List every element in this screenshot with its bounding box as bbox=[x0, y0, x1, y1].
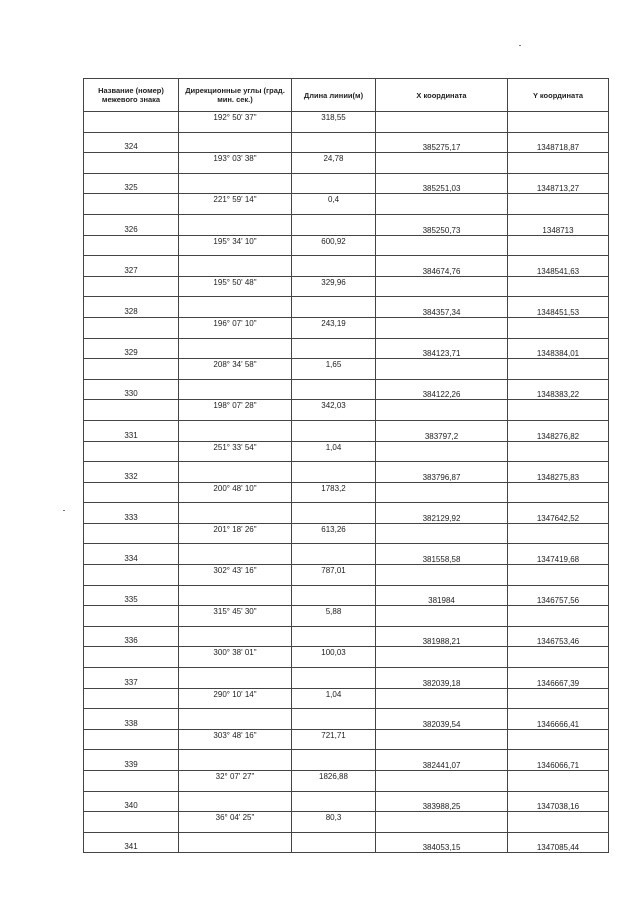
table-row bbox=[84, 317, 609, 338]
marker-name-cell: 333 bbox=[84, 503, 179, 524]
bearing-angle-cell bbox=[179, 297, 292, 318]
table-row bbox=[84, 400, 609, 421]
marker-name-cell bbox=[84, 153, 179, 174]
line-length-cell: 1826,88 bbox=[292, 771, 376, 792]
bearing-angle-cell: 193° 03' 38" bbox=[179, 153, 292, 174]
table-row bbox=[84, 812, 609, 833]
bearing-angle-cell bbox=[179, 173, 292, 194]
marker-name-cell: 332 bbox=[84, 462, 179, 483]
header-y-coordinate: Y координата bbox=[508, 79, 609, 112]
line-length-cell: 100,03 bbox=[292, 647, 376, 668]
line-length-cell bbox=[292, 626, 376, 647]
line-length-cell: 0,4 bbox=[292, 194, 376, 215]
x-coordinate-cell bbox=[376, 771, 508, 792]
y-coordinate-cell: 1348451,53 bbox=[508, 297, 609, 318]
bearing-angle-cell bbox=[179, 832, 292, 853]
table-row bbox=[84, 503, 609, 524]
x-coordinate-cell: 385250,73 bbox=[376, 214, 508, 235]
line-length-cell: 721,71 bbox=[292, 729, 376, 750]
bearing-angle-cell bbox=[179, 379, 292, 400]
marker-name-cell bbox=[84, 606, 179, 627]
table-body bbox=[84, 112, 609, 853]
marker-name-cell: 341 bbox=[84, 832, 179, 853]
x-coordinate-cell bbox=[376, 565, 508, 586]
bearing-angle-cell bbox=[179, 256, 292, 277]
line-length-cell: 329,96 bbox=[292, 276, 376, 297]
bearing-angle-cell: 32° 07' 27" bbox=[179, 771, 292, 792]
line-length-cell bbox=[292, 420, 376, 441]
line-length-cell bbox=[292, 173, 376, 194]
y-coordinate-cell bbox=[508, 771, 609, 792]
marker-name-cell bbox=[84, 112, 179, 133]
x-coordinate-cell: 385251,03 bbox=[376, 173, 508, 194]
marker-name-cell: 325 bbox=[84, 173, 179, 194]
bearing-angle-cell bbox=[179, 462, 292, 483]
y-coordinate-cell: 1348713,27 bbox=[508, 173, 609, 194]
bearing-angle-cell: 195° 34' 10" bbox=[179, 235, 292, 256]
line-length-cell bbox=[292, 214, 376, 235]
marker-name-cell bbox=[84, 276, 179, 297]
bearing-angle-cell: 290° 10' 14" bbox=[179, 688, 292, 709]
y-coordinate-cell bbox=[508, 235, 609, 256]
x-coordinate-cell: 383797,2 bbox=[376, 420, 508, 441]
y-coordinate-cell bbox=[508, 729, 609, 750]
x-coordinate-cell bbox=[376, 688, 508, 709]
x-coordinate-cell bbox=[376, 441, 508, 462]
marker-name-cell bbox=[84, 400, 179, 421]
y-coordinate-cell: 1347038,16 bbox=[508, 791, 609, 812]
table-row bbox=[84, 420, 609, 441]
y-coordinate-cell bbox=[508, 565, 609, 586]
line-length-cell bbox=[292, 379, 376, 400]
line-length-cell: 80,3 bbox=[292, 812, 376, 833]
line-length-cell: 24,78 bbox=[292, 153, 376, 174]
table-row bbox=[84, 482, 609, 503]
line-length-cell: 1,04 bbox=[292, 441, 376, 462]
marker-name-cell: 339 bbox=[84, 750, 179, 771]
line-length-cell: 243,19 bbox=[292, 317, 376, 338]
bearing-angle-cell: 200° 48' 10" bbox=[179, 482, 292, 503]
y-coordinate-cell bbox=[508, 482, 609, 503]
marker-name-cell bbox=[84, 359, 179, 380]
bearing-angle-cell: 315° 45' 30" bbox=[179, 606, 292, 627]
marker-name-cell bbox=[84, 194, 179, 215]
table-row bbox=[84, 729, 609, 750]
marker-name-cell: 329 bbox=[84, 338, 179, 359]
table-row bbox=[84, 173, 609, 194]
line-length-cell bbox=[292, 544, 376, 565]
table-row bbox=[84, 462, 609, 483]
table-row bbox=[84, 688, 609, 709]
line-length-cell bbox=[292, 709, 376, 730]
marker-name-cell: 330 bbox=[84, 379, 179, 400]
bearing-angle-cell bbox=[179, 626, 292, 647]
line-length-cell bbox=[292, 462, 376, 483]
table-row bbox=[84, 276, 609, 297]
marker-name-cell bbox=[84, 317, 179, 338]
table-row bbox=[84, 523, 609, 544]
y-coordinate-cell bbox=[508, 606, 609, 627]
bearing-angle-cell: 192° 50' 37" bbox=[179, 112, 292, 133]
x-coordinate-cell bbox=[376, 523, 508, 544]
y-coordinate-cell: 1347419,68 bbox=[508, 544, 609, 565]
marker-name-cell: 337 bbox=[84, 668, 179, 689]
line-length-cell: 318,55 bbox=[292, 112, 376, 133]
marker-name-cell: 328 bbox=[84, 297, 179, 318]
table-row bbox=[84, 338, 609, 359]
x-coordinate-cell: 381988,21 bbox=[376, 626, 508, 647]
marker-name-cell bbox=[84, 482, 179, 503]
table-row bbox=[84, 709, 609, 730]
table-row bbox=[84, 832, 609, 853]
header-x-coordinate: X координата bbox=[376, 79, 508, 112]
table-row bbox=[84, 750, 609, 771]
bearing-angle-cell bbox=[179, 668, 292, 689]
header-line-length: Длина линии(м) bbox=[292, 79, 376, 112]
marker-name-cell: 324 bbox=[84, 132, 179, 153]
table-row bbox=[84, 668, 609, 689]
x-coordinate-cell bbox=[376, 235, 508, 256]
x-coordinate-cell: 382129,92 bbox=[376, 503, 508, 524]
y-coordinate-cell: 1348275,83 bbox=[508, 462, 609, 483]
table-row bbox=[84, 132, 609, 153]
y-coordinate-cell: 1347085,44 bbox=[508, 832, 609, 853]
scan-speck bbox=[519, 45, 521, 46]
x-coordinate-cell: 383988,25 bbox=[376, 791, 508, 812]
table-row bbox=[84, 359, 609, 380]
line-length-cell: 613,26 bbox=[292, 523, 376, 544]
table-row bbox=[84, 256, 609, 277]
table-row bbox=[84, 647, 609, 668]
y-coordinate-cell: 1348276,82 bbox=[508, 420, 609, 441]
table-row bbox=[84, 194, 609, 215]
x-coordinate-cell bbox=[376, 647, 508, 668]
table-row bbox=[84, 585, 609, 606]
y-coordinate-cell bbox=[508, 523, 609, 544]
bearing-angle-cell: 201° 18' 26" bbox=[179, 523, 292, 544]
y-coordinate-cell bbox=[508, 153, 609, 174]
bearing-angle-cell: 251° 33' 54" bbox=[179, 441, 292, 462]
bearing-angle-cell: 303° 48' 16" bbox=[179, 729, 292, 750]
bearing-angle-cell: 195° 50' 48" bbox=[179, 276, 292, 297]
marker-name-cell bbox=[84, 729, 179, 750]
y-coordinate-cell: 1348383,22 bbox=[508, 379, 609, 400]
x-coordinate-cell: 384357,34 bbox=[376, 297, 508, 318]
line-length-cell: 787,01 bbox=[292, 565, 376, 586]
marker-name-cell: 326 bbox=[84, 214, 179, 235]
marker-name-cell: 335 bbox=[84, 585, 179, 606]
table-row bbox=[84, 235, 609, 256]
y-coordinate-cell: 1346757,56 bbox=[508, 585, 609, 606]
x-coordinate-cell: 384053,15 bbox=[376, 832, 508, 853]
x-coordinate-cell bbox=[376, 317, 508, 338]
marker-name-cell bbox=[84, 688, 179, 709]
table-row bbox=[84, 771, 609, 792]
bearing-angle-cell bbox=[179, 132, 292, 153]
x-coordinate-cell bbox=[376, 606, 508, 627]
line-length-cell bbox=[292, 503, 376, 524]
marker-name-cell bbox=[84, 235, 179, 256]
y-coordinate-cell bbox=[508, 441, 609, 462]
bearing-angle-cell bbox=[179, 585, 292, 606]
line-length-cell: 1,65 bbox=[292, 359, 376, 380]
bearing-angle-cell: 196° 07' 10" bbox=[179, 317, 292, 338]
y-coordinate-cell bbox=[508, 359, 609, 380]
table-row bbox=[84, 606, 609, 627]
y-coordinate-cell bbox=[508, 647, 609, 668]
x-coordinate-cell bbox=[376, 729, 508, 750]
x-coordinate-cell bbox=[376, 194, 508, 215]
x-coordinate-cell bbox=[376, 359, 508, 380]
header-marker-name: Название (номер) межевого знака bbox=[84, 79, 179, 112]
x-coordinate-cell: 381558,58 bbox=[376, 544, 508, 565]
table-row bbox=[84, 565, 609, 586]
table-row bbox=[84, 441, 609, 462]
x-coordinate-cell: 382039,18 bbox=[376, 668, 508, 689]
y-coordinate-cell bbox=[508, 400, 609, 421]
bearing-angle-cell: 208° 34' 58" bbox=[179, 359, 292, 380]
marker-name-cell: 334 bbox=[84, 544, 179, 565]
marker-name-cell bbox=[84, 647, 179, 668]
x-coordinate-cell bbox=[376, 112, 508, 133]
marker-name-cell bbox=[84, 812, 179, 833]
x-coordinate-cell: 383796,87 bbox=[376, 462, 508, 483]
y-coordinate-cell: 1346666,41 bbox=[508, 709, 609, 730]
marker-name-cell bbox=[84, 441, 179, 462]
line-length-cell bbox=[292, 791, 376, 812]
table-header-row bbox=[84, 79, 609, 112]
x-coordinate-cell: 384123,71 bbox=[376, 338, 508, 359]
table-row bbox=[84, 214, 609, 235]
line-length-cell bbox=[292, 338, 376, 359]
bearing-angle-cell bbox=[179, 750, 292, 771]
line-length-cell: 1783,2 bbox=[292, 482, 376, 503]
y-coordinate-cell bbox=[508, 194, 609, 215]
scan-speck bbox=[63, 510, 65, 511]
y-coordinate-cell: 1348713 bbox=[508, 214, 609, 235]
marker-name-cell: 327 bbox=[84, 256, 179, 277]
bearing-angle-cell bbox=[179, 709, 292, 730]
bearing-angle-cell: 198° 07' 28" bbox=[179, 400, 292, 421]
bearing-angle-cell: 302° 43' 16" bbox=[179, 565, 292, 586]
x-coordinate-cell bbox=[376, 276, 508, 297]
x-coordinate-cell: 382441,07 bbox=[376, 750, 508, 771]
line-length-cell bbox=[292, 750, 376, 771]
marker-name-cell: 338 bbox=[84, 709, 179, 730]
x-coordinate-cell: 381984 bbox=[376, 585, 508, 606]
x-coordinate-cell: 384122,26 bbox=[376, 379, 508, 400]
bearing-angle-cell bbox=[179, 544, 292, 565]
table-row bbox=[84, 544, 609, 565]
bearing-angle-cell bbox=[179, 420, 292, 441]
bearing-angle-cell bbox=[179, 503, 292, 524]
y-coordinate-cell: 1346667,39 bbox=[508, 668, 609, 689]
boundary-coordinates-table bbox=[83, 78, 609, 853]
x-coordinate-cell: 382039,54 bbox=[376, 709, 508, 730]
line-length-cell: 342,03 bbox=[292, 400, 376, 421]
marker-name-cell: 340 bbox=[84, 791, 179, 812]
bearing-angle-cell: 36° 04' 25" bbox=[179, 812, 292, 833]
bearing-angle-cell: 300° 38' 01" bbox=[179, 647, 292, 668]
line-length-cell bbox=[292, 668, 376, 689]
line-length-cell bbox=[292, 297, 376, 318]
x-coordinate-cell: 384674,76 bbox=[376, 256, 508, 277]
marker-name-cell bbox=[84, 565, 179, 586]
bearing-angle-cell bbox=[179, 338, 292, 359]
y-coordinate-cell bbox=[508, 112, 609, 133]
x-coordinate-cell bbox=[376, 482, 508, 503]
header-bearing-angles: Дирекционные углы (град. мин. сек.) bbox=[179, 79, 292, 112]
y-coordinate-cell: 1346066,71 bbox=[508, 750, 609, 771]
bearing-angle-cell bbox=[179, 791, 292, 812]
x-coordinate-cell bbox=[376, 153, 508, 174]
table-row bbox=[84, 626, 609, 647]
x-coordinate-cell bbox=[376, 400, 508, 421]
line-length-cell: 1,04 bbox=[292, 688, 376, 709]
y-coordinate-cell bbox=[508, 276, 609, 297]
line-length-cell bbox=[292, 832, 376, 853]
y-coordinate-cell bbox=[508, 688, 609, 709]
y-coordinate-cell: 1348718,87 bbox=[508, 132, 609, 153]
y-coordinate-cell: 1348541,63 bbox=[508, 256, 609, 277]
y-coordinate-cell bbox=[508, 317, 609, 338]
table-row bbox=[84, 112, 609, 133]
table-row bbox=[84, 297, 609, 318]
marker-name-cell: 336 bbox=[84, 626, 179, 647]
bearing-angle-cell: 221° 59' 14" bbox=[179, 194, 292, 215]
line-length-cell bbox=[292, 256, 376, 277]
line-length-cell bbox=[292, 132, 376, 153]
y-coordinate-cell: 1347642,52 bbox=[508, 503, 609, 524]
marker-name-cell bbox=[84, 523, 179, 544]
x-coordinate-cell bbox=[376, 812, 508, 833]
marker-name-cell: 331 bbox=[84, 420, 179, 441]
table-row bbox=[84, 791, 609, 812]
bearing-angle-cell bbox=[179, 214, 292, 235]
y-coordinate-cell: 1346753,46 bbox=[508, 626, 609, 647]
table-row bbox=[84, 379, 609, 400]
y-coordinate-cell: 1348384,01 bbox=[508, 338, 609, 359]
x-coordinate-cell: 385275,17 bbox=[376, 132, 508, 153]
line-length-cell bbox=[292, 585, 376, 606]
line-length-cell: 600,92 bbox=[292, 235, 376, 256]
line-length-cell: 5,88 bbox=[292, 606, 376, 627]
table-row bbox=[84, 153, 609, 174]
y-coordinate-cell bbox=[508, 812, 609, 833]
marker-name-cell bbox=[84, 771, 179, 792]
